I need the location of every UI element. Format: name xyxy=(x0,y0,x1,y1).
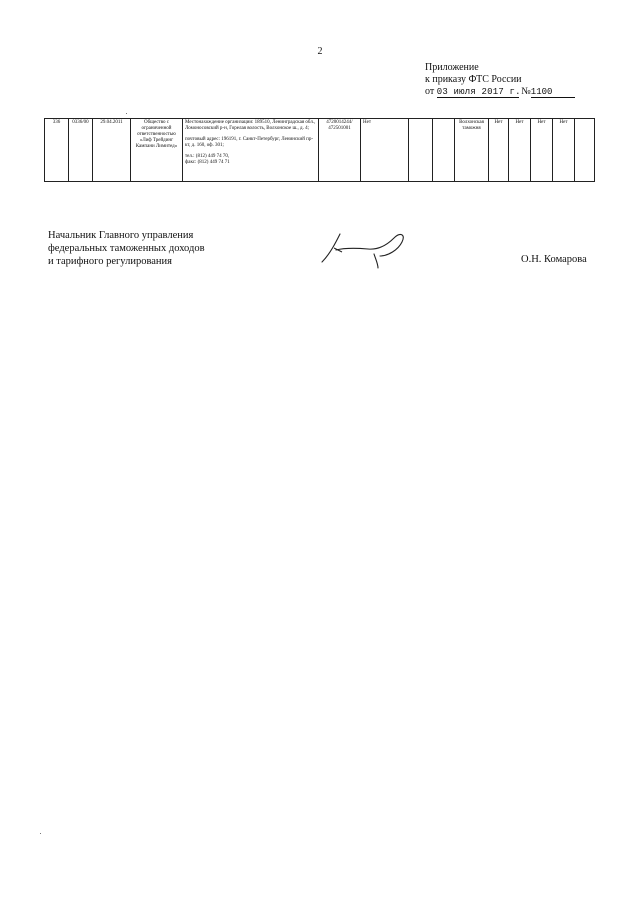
appendix-header xyxy=(425,62,575,98)
table-row xyxy=(45,119,595,182)
cell-reg-number: 0336/00 xyxy=(69,119,93,182)
appendix-order-ref: к приказу ФТС России xyxy=(425,74,522,85)
appendix-date-line xyxy=(425,86,575,98)
signatory-title-line2: федеральных таможенных доходов xyxy=(48,243,205,254)
address-location: Местонахождение организации: 189510, Ленинградская обл., Ломоносовский р-н, Горелая волость, Волхонское ш., д. 4; xyxy=(185,120,316,131)
signatory-title xyxy=(48,229,205,268)
scan-speck xyxy=(126,113,127,114)
address-postal: почтовый адрес: 196191, г. Санкт-Петербург, Ленинский пр-кт, д. 160, оф. 301; xyxy=(185,137,313,148)
signatory-title-line3: и тарифного регулирования xyxy=(48,256,172,267)
cell-col13: Нет xyxy=(509,119,531,182)
cell-seq: 336 xyxy=(45,119,69,182)
appendix-title: Приложение xyxy=(425,62,479,73)
number-prefix: № xyxy=(521,86,531,97)
scan-speck xyxy=(40,833,41,834)
cell-col14: Нет xyxy=(531,119,553,182)
registry-table xyxy=(44,118,595,182)
cell-col15: Нет xyxy=(553,119,575,182)
cell-col16 xyxy=(575,119,595,182)
signatory-name: О.Н. Комарова xyxy=(521,254,587,265)
order-number: 1100 xyxy=(531,87,575,98)
cell-col12: Нет xyxy=(489,119,509,182)
order-date: 03 июля 2017 г. xyxy=(436,87,521,97)
handwritten-signature xyxy=(318,228,414,270)
date-prefix: от xyxy=(425,86,435,97)
cell-col8: Нет xyxy=(361,119,409,182)
cell-col10 xyxy=(433,119,455,182)
cell-date: 29.04.2011 xyxy=(93,119,131,182)
signatory-title-line1: Начальник Главного управления xyxy=(48,230,194,241)
cell-name: Общество с ограниченной ответственностью «Лиф Трейдинг Кампани Лимитед» xyxy=(131,119,183,182)
cell-address xyxy=(183,119,319,182)
fax: факс: (812) 449 74 71 xyxy=(185,160,230,165)
cell-inn-kpp: 4720014244/ 472501001 xyxy=(319,119,361,182)
phone: тел.: (812) 449 74 70, xyxy=(185,154,230,159)
page-number: 2 xyxy=(317,46,323,57)
cell-col9 xyxy=(409,119,433,182)
cell-customs: Волхонская таможня xyxy=(455,119,489,182)
